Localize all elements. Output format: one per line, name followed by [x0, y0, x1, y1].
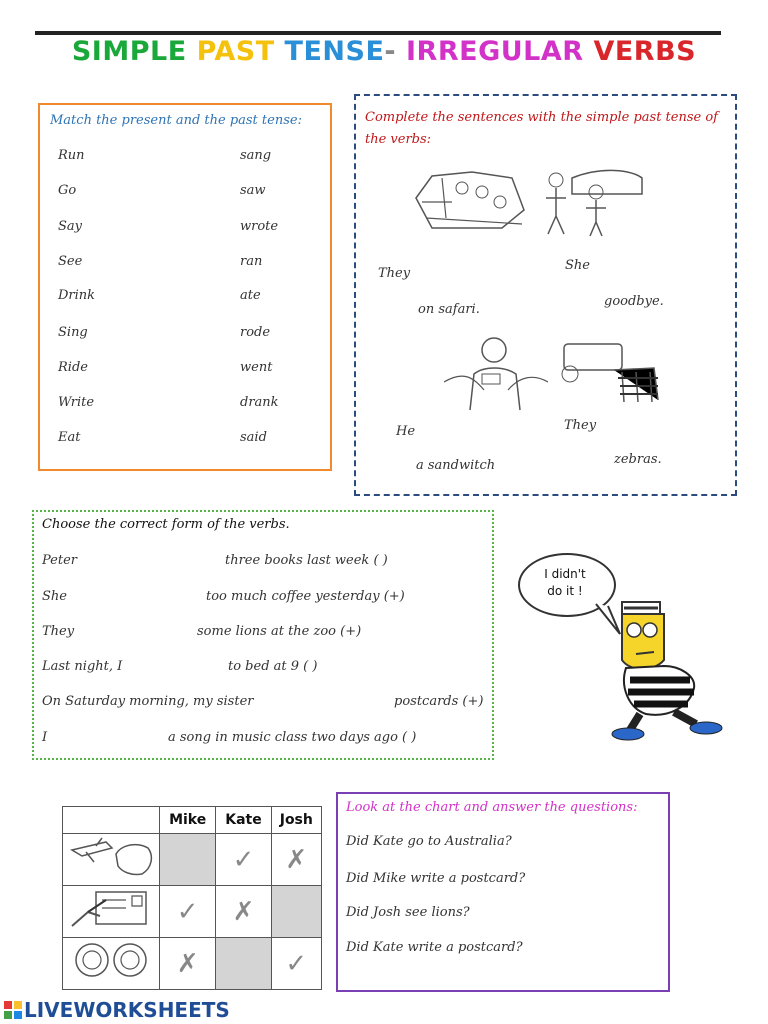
match-instruction: Match the present and the past tense:	[50, 113, 302, 128]
chart-header-mike: Mike	[160, 807, 216, 834]
chart-corner-cell	[63, 807, 160, 834]
present-verb: Ride	[58, 360, 88, 375]
past-verb: drank	[240, 395, 279, 410]
past-verb: went	[240, 360, 273, 375]
title-tense: TENSE	[284, 36, 385, 67]
choose-subject: On Saturday morning, my sister	[42, 694, 254, 709]
choose-instruction: Choose the correct form of the verbs.	[42, 517, 290, 532]
chart-header-row	[63, 807, 322, 834]
choose-rest: some lions at the zoo (+)	[197, 624, 362, 639]
sentence-4-subject: They	[564, 418, 597, 433]
chart-row-postcard	[63, 886, 322, 938]
sentence-1-end: on safari.	[418, 302, 480, 317]
liveworksheets-logo-icon	[4, 1001, 22, 1019]
airport-goodbye-illustration	[532, 158, 644, 238]
chart-cell: ✓	[160, 886, 216, 938]
past-verb: said	[240, 430, 267, 445]
title-dash: -	[384, 36, 407, 67]
choose-subject: Last night, I	[42, 659, 123, 674]
title-simple: SIMPLE	[71, 36, 197, 67]
question-item: Did Josh see lions?	[346, 905, 470, 920]
present-verb: Write	[58, 395, 95, 410]
chart-cell: ✗	[160, 938, 216, 990]
choose-rest: too much coffee yesterday (+)	[206, 589, 405, 604]
chart-cell: ✗	[216, 886, 271, 938]
sentence-4-end: zebras.	[614, 452, 662, 467]
bubble-line-2: do it !	[547, 584, 583, 598]
choose-rest: to bed at 9 ( )	[228, 659, 318, 674]
present-verb: Say	[58, 219, 83, 234]
past-verb: saw	[240, 183, 266, 198]
chart-header-josh: Josh	[271, 807, 321, 834]
zebras-safari-illustration	[558, 330, 662, 410]
past-verb: wrote	[240, 219, 279, 234]
page-title	[0, 36, 768, 67]
past-verb: rode	[240, 325, 271, 340]
questions-instruction: Look at the chart and answer the questions:	[346, 800, 638, 815]
choose-rest: postcards (+)	[394, 694, 484, 709]
liveworksheets-logo[interactable]: LIVEWORKSHEETS	[24, 998, 230, 1022]
chart-row-image	[63, 834, 160, 886]
question-item: Did Kate go to Australia?	[346, 834, 512, 849]
title-past: PAST	[196, 36, 285, 67]
sentence-3-subject: He	[396, 424, 416, 439]
choose-rest: a song in music class two days ago ( )	[168, 730, 417, 745]
present-verb: Sing	[58, 325, 88, 340]
chart-row-image	[63, 938, 160, 990]
sentence-2-end: goodbye.	[604, 294, 664, 309]
title-rule	[35, 31, 721, 35]
chart-row-australia	[63, 834, 322, 886]
title-irregular: IRREGULAR	[406, 36, 594, 67]
past-verb: ran	[240, 254, 263, 269]
chart-cell	[271, 886, 321, 938]
question-item: Did Mike write a postcard?	[346, 871, 526, 886]
present-verb: Eat	[58, 430, 81, 445]
bubble-line-1: I didn't	[544, 567, 586, 581]
chart-cell: ✗	[271, 834, 321, 886]
lions-icon	[66, 938, 156, 982]
sentence-1-subject: They	[378, 266, 411, 281]
bubble-text	[518, 566, 612, 600]
man-eating-sandwich-illustration	[444, 330, 548, 414]
complete-instruction: Complete the sentences with the simple past tense of the verbs:	[365, 110, 718, 147]
choose-subject: They	[42, 624, 75, 639]
past-verb: ate	[240, 288, 261, 303]
chart-cell	[160, 834, 216, 886]
choose-subject: Peter	[42, 553, 77, 568]
chart-cell	[216, 938, 271, 990]
choose-subject: She	[42, 589, 67, 604]
sentence-2-subject: She	[565, 258, 590, 273]
title-verbs: VERBS	[593, 36, 697, 67]
prisoner-character-illustration	[610, 596, 728, 744]
choose-rest: three books last week ( )	[225, 553, 388, 568]
sentence-3-end: a sandwitch	[416, 458, 496, 473]
activity-chart	[62, 806, 322, 990]
safari-jeep-illustration	[412, 158, 528, 238]
chart-cell: ✓	[216, 834, 271, 886]
chart-header-kate: Kate	[216, 807, 271, 834]
airplane-australia-icon	[66, 834, 156, 878]
present-verb: Drink	[58, 288, 96, 303]
chart-row-lions	[63, 938, 322, 990]
chart-row-image	[63, 886, 160, 938]
present-verb: Go	[58, 183, 77, 198]
questions-box	[336, 792, 670, 992]
choose-subject: I	[42, 730, 48, 745]
chart-cell: ✓	[271, 938, 321, 990]
question-item: Did Kate write a postcard?	[346, 940, 523, 955]
present-verb: See	[58, 254, 83, 269]
past-verb: sang	[240, 148, 272, 163]
present-verb: Run	[58, 148, 85, 163]
writing-postcard-icon	[66, 886, 156, 930]
